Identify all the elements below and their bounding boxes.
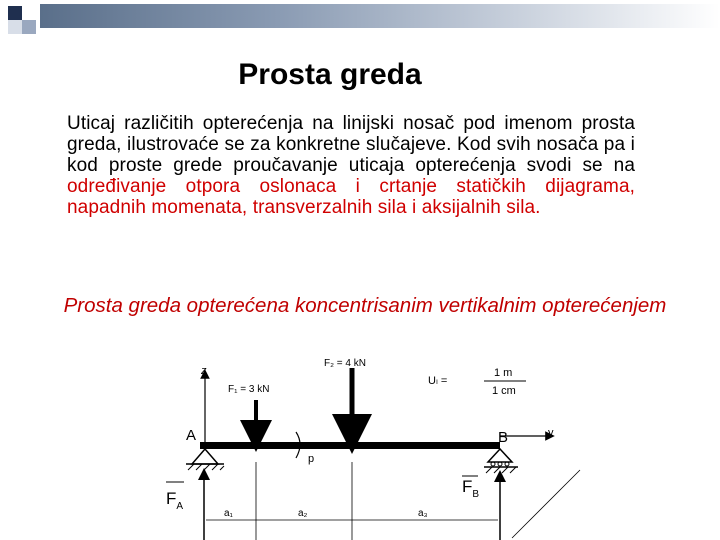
scale-label: Uₗ = — [428, 375, 448, 387]
scale-denominator: 1 cm — [492, 385, 516, 397]
reaction-fb-label: $F_B$ — [462, 477, 480, 500]
dimension-a1: a₁ — [224, 508, 233, 519]
dimension-a3: a₃ — [418, 508, 428, 519]
force-f1-label: F₁ = 3 kN — [228, 384, 270, 395]
paragraph-black-text: Uticaj različitih opterećenja na linijski nosač pod imenom prosta greda, ilustrovaće se za konkretne slučajeve. Kod svih nosača pa i kod proste grede proučavanje uticaja opterećenja svodi se na — [67, 113, 635, 176]
section-subtitle: Prosta greda opterećena koncentrisanim vertikalnim opterećenjem — [63, 294, 667, 317]
slide-title: Prosta greda — [238, 58, 422, 91]
beam — [200, 442, 500, 449]
beam-diagram — [162, 352, 582, 540]
body-paragraph — [67, 113, 635, 218]
support-a-label: A — [186, 427, 197, 444]
support-b-label: B — [498, 429, 509, 446]
y-axis-label: y — [548, 427, 554, 439]
corner-tile-light — [22, 20, 36, 34]
support-a — [186, 449, 224, 470]
paragraph-red-text-2: napadnih momenata, transverzalnih sila i aksijalnih sila. — [67, 197, 541, 218]
dimension-lines — [206, 462, 580, 540]
scale-numerator: 1 m — [494, 367, 513, 379]
corner-tile-mid — [8, 20, 22, 34]
corner-tile-dark — [8, 6, 22, 20]
header-gradient-bar — [40, 4, 720, 28]
paragraph-red-text: određivanje otpora oslonaca i crtanje statičkih dijagrama, — [67, 176, 635, 197]
reaction-fa-label: $F_A$ — [166, 489, 184, 512]
dimension-a2: a₂ — [298, 508, 308, 519]
force-f2-label: F₂ = 4 kN — [324, 358, 366, 369]
point-p-label: p — [308, 453, 315, 465]
z-axis-label: z — [201, 365, 207, 377]
support-b — [484, 449, 518, 473]
